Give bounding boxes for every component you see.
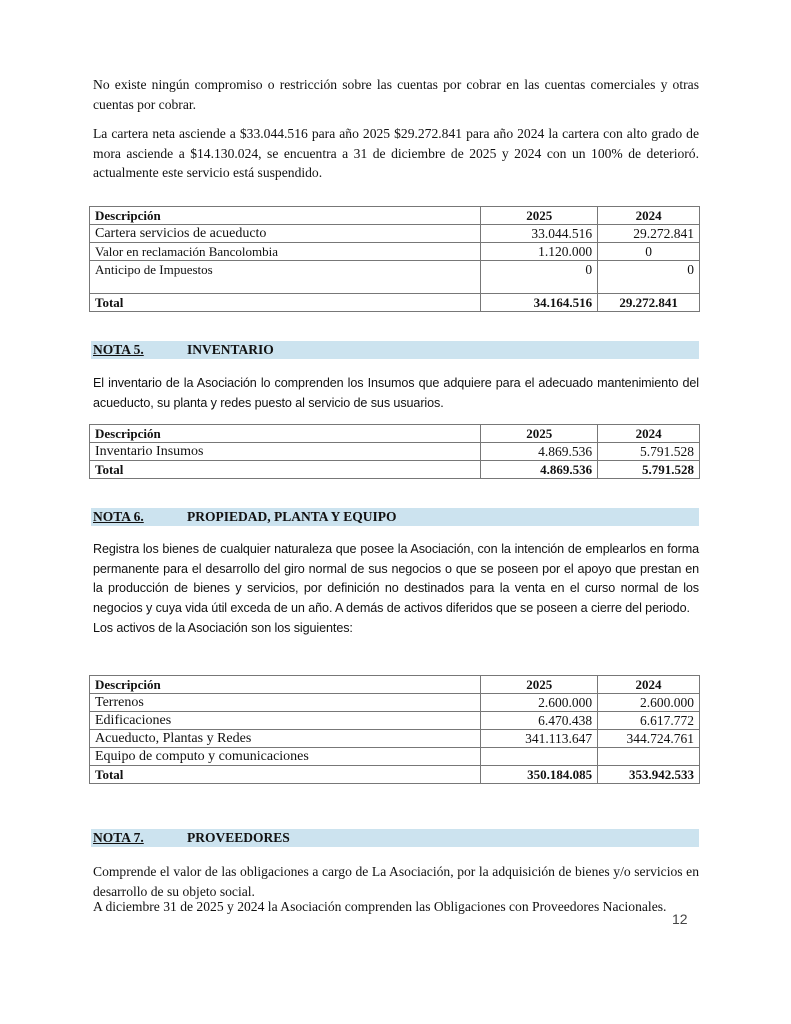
row-2025: 0 [481,261,598,294]
row-2024: 29.272.841 [598,225,700,243]
nota7-paragraph: Comprende el valor de las obligaciones a cargo de La Asociación, por la adquisición de bienes y/o servicios en desarrollo de su objeto social. [93,864,699,899]
row-desc: Edificaciones [90,712,481,730]
table-header-row [90,207,700,225]
row-2025: 1.120.000 [481,243,598,261]
total-2025: 350.184.085 [481,766,598,784]
table-row [90,243,700,261]
row-2024: 6.617.772 [598,712,700,730]
header-descripcion: Descripción [90,676,481,694]
row-2024: 5.791.528 [598,443,700,461]
row-desc: Equipo de computo y comunicaciones [90,748,481,766]
table-row [90,443,700,461]
nota5-title: INVENTARIO [187,342,274,357]
row-2024: 344.724.761 [598,730,700,748]
header-2025: 2025 [481,676,598,694]
table-total-row [90,294,700,312]
nota6-paragraph: Registra los bienes de cualquier naturaleza que posee la Asociación, con la intención de emplearlos en forma permanente para el desarrollo del giro normal de sus negocios o que se poseen por el apoyo que prestan en la producción de bienes y servicios, por definición no destinados para la venta en el curso normal de los negocios y cuya vida útil exceda de un año. A demás de activos diferidos que se poseen a cierre del periodo. [93,542,699,615]
total-label: Total [90,766,481,784]
nota7-heading [91,829,699,847]
intro-paragraph-2: La cartera neta asciende a $33.044.516 para año 2025 $29.272.841 para año 2024 la cartera con alto grado de mora asciende a $14.130.024, se encuentra a 31 de diciembre de 2025 y 2024 con un 100% de deterioró. actualmente este servicio está suspendido. [93,126,699,180]
inventario-table [89,424,700,479]
header-descripcion: Descripción [90,207,481,225]
row-2024 [598,748,700,766]
nota6-heading [91,508,699,526]
table-header-row [90,425,700,443]
row-desc: Anticipo de Impuestos [90,261,481,294]
row-2025: 341.113.647 [481,730,598,748]
row-2025: 33.044.516 [481,225,598,243]
row-desc: Terrenos [90,694,481,712]
total-2025: 34.164.516 [481,294,598,312]
table-total-row [90,461,700,479]
nota6-number: NOTA 6. [93,509,144,524]
row-desc: Valor en reclamación Bancolombia [90,243,481,261]
row-2025: 4.869.536 [481,443,598,461]
header-2024: 2024 [598,207,700,225]
row-2025: 6.470.438 [481,712,598,730]
cartera-table [89,206,700,312]
nota5-number: NOTA 5. [93,342,144,357]
nota7-number: NOTA 7. [93,830,144,845]
table-row [90,748,700,766]
nota7-title: PROVEEDORES [187,830,290,845]
nota5-heading [91,341,699,359]
propiedad-table [89,675,700,784]
header-2024: 2024 [598,425,700,443]
table-row [90,730,700,748]
total-2024: 353.942.533 [598,766,700,784]
nota5-paragraph: El inventario de la Asociación lo comprenden los Insumos que adquiere para el adecuado mantenimiento del acueducto, su planta y redes puesto al servicio de sus usuarios. [93,376,699,410]
total-label: Total [90,461,481,479]
total-2024: 5.791.528 [598,461,700,479]
page-number: 12 [672,911,688,927]
intro-paragraph-1: No existe ningún compromiso o restricción sobre las cuentas por cobrar en las cuentas comerciales y otras cuentas por cobrar. [93,77,699,112]
header-2025: 2025 [481,207,598,225]
header-descripcion: Descripción [90,425,481,443]
row-2024: 0 [598,243,700,261]
total-2024: 29.272.841 [598,294,700,312]
total-label: Total [90,294,481,312]
row-2024: 0 [598,261,700,294]
table-row [90,261,700,294]
nota6-paragraph-2: Los activos de la Asociación son los siguientes: [93,621,353,635]
total-2025: 4.869.536 [481,461,598,479]
row-desc: Inventario Insumos [90,443,481,461]
table-row [90,712,700,730]
row-2024: 2.600.000 [598,694,700,712]
table-row [90,225,700,243]
nota6-title: PROPIEDAD, PLANTA Y EQUIPO [187,509,397,524]
header-2025: 2025 [481,425,598,443]
table-row [90,694,700,712]
nota7-paragraph-2: A diciembre 31 de 2025 y 2024 la Asociación comprenden las Obligaciones con Proveedores Nacionales. [93,899,667,914]
row-desc: Acueducto, Plantas y Redes [90,730,481,748]
header-2024: 2024 [598,676,700,694]
table-total-row [90,766,700,784]
row-2025: 2.600.000 [481,694,598,712]
row-2025 [481,748,598,766]
table-header-row [90,676,700,694]
row-desc: Cartera servicios de acueducto [90,225,481,243]
